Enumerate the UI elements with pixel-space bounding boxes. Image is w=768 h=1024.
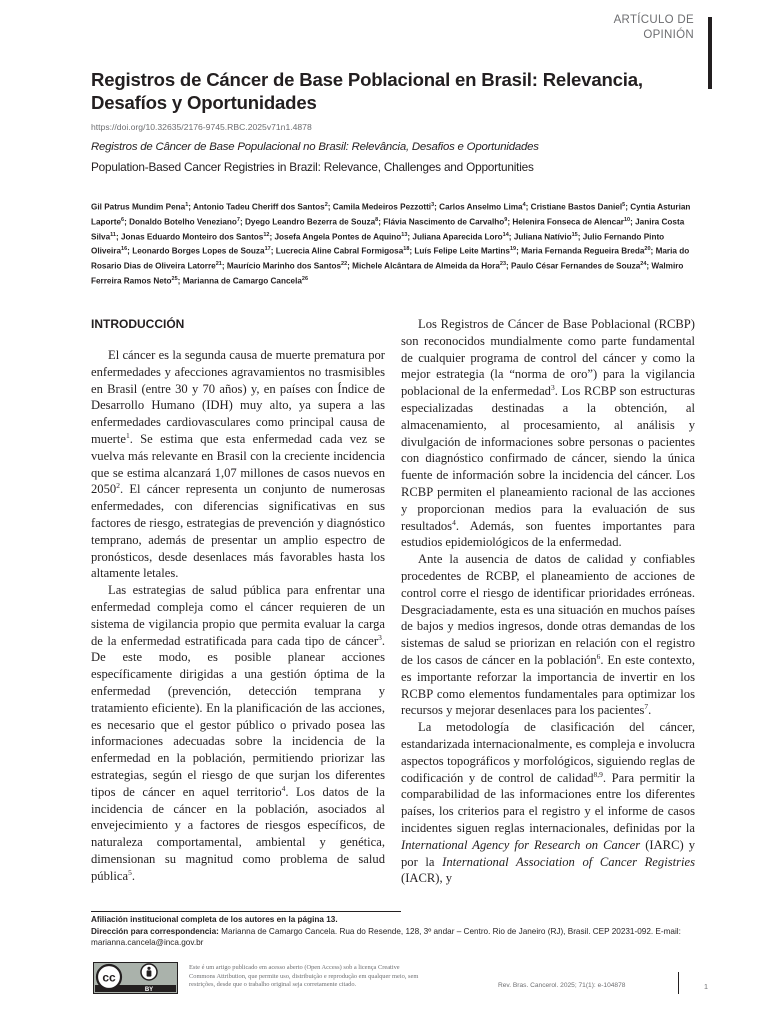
text-run: . Se estima que esta enfermedad cada vez se vuelva más relevante en Brasil con la creciente incidencia que se estima alcanzará 1,07 millones de casos nuevos en 2050 [91,431,385,497]
left-column [91,316,385,885]
text-run: . Para permitir la comparabilidad de las informaciones entre los diferentes países, los criterios para el registro y el informe de casos incidentes siguen reglas internacionales, definidas por la [401,770,695,835]
author-name: Carlos Anselmo Lima [439,202,523,212]
text-run: . Los datos de la incidencia de cáncer en la población, asociados al envejecimiento y a factores de riesgos específicos, de naturaleza comportamental, ambiental y genética, dimensionan su magnitud como problema de salud pública [91,784,386,883]
author-affiliation-number: 2 [324,202,328,208]
author-affiliation-number: 20 [644,246,651,253]
author-name: Camila Medeiros Pezzotti [332,202,432,212]
author-name: Maria do Rosario Dias de Oliveira Latorre [91,247,690,272]
text-run: (IARC) y por la [401,837,695,869]
text-run: . De este modo, es posible planear acciones específicamente dirigidas a una gestión óptima de la enfermedad (prevención, detección temprana y tratamiento eficiente). En la planificación de las acciones, es necesario que el gestor público o privado posea las informaciones adecuadas sobre la incidencia de la enfermedad en la población, permitiendo priorizar las estrategias, según el riesgo de que surjan los diferentes tipos de cáncer en aquel territorio [91,633,385,799]
author-affiliation-number: 11 [110,231,116,238]
doi-link[interactable]: https://doi.org/10.32635/2176-9745.RBC.2025v71n1.4878 [91,122,312,132]
citation-ref: 7 [644,702,649,712]
text-run: . [131,868,135,883]
author-name: Walmiro Ferreira Ramos Neto [91,262,684,286]
author-affiliation-number: 18 [403,246,410,253]
right-column [401,316,695,887]
footnote-affiliation: Afiliación institucional completa de los autores en la página 13. [91,915,338,924]
author-affiliation-number: 24 [640,261,647,268]
author-name: Maria Fernanda Regueira Breda [521,247,645,257]
author-affiliation-number: 6 [121,216,125,223]
text-run: . Los RCBP son estructuras especializadas destinadas a la obtención, al almacenamiento, al procesamiento, al análisis y divulgación de informaciones sobre personas o pacientes con diagnóstico confirmado de cáncer, siendo la única fuente de información sobre la incidencia del cáncer. Los RCBP permiten el planeamiento racional de las acciones y proporcionan medios para la evaluación de sus resultados [401,384,695,533]
author-name: Helenira Fonseca de Alencar [512,217,624,227]
author-affiliation-number: 12 [263,231,270,238]
text-run: Ante la ausencia de datos de calidad y confiables procedentes de RCBP, el planeamiento de acciones de control corre el riesgo de identificar prioridades erróneas. Desgraciadamente, esta es una situación en muchos países de bajos y medios ingresos, donde otras demandas de los sistemas de salud se priorizan en relación con el registro de los casos de cáncer en la población [401,552,695,667]
section-heading: INTRODUCCIÓN [91,317,185,331]
author-name: Dyego Leandro Bezerra de Souza [245,217,376,227]
author-name: Luís Felipe Leite Martins [414,247,510,257]
footnote-divider [91,911,401,912]
author-affiliation-number: 25 [171,276,178,283]
author-list: Gil Patrus Mundim Pena$^1$; Antonio Tadeu Cheriff dos Santos$^2$; Camila Medeiros Pezzotti$^3$; Carlos Anselmo Lima$^4$; Cristiane Bastos Daniel$^5$; Cyntia Asturian Laporte$^6$; Donaldo Botelho Veneziano$^7$; Dyego Leandro Bezerra de Souza$^8$; Flávia Nascimento de Carvalho$^9$; Helenira Fonseca de Alencar$^{10}$; Janira Costa Silva$^{11}$; Jonas Eduardo Monteiro dos Santos$^{12}$; Josefa Angela Pontes de Aquino$^{13}$; Juliana Aparecida Loro$^{14}$; Juliana Natívio$^{15}$; Julio Fernando Pinto Oliveira$^{16}$; Leonardo Borges Lopes de Souza$^{17}$; Lucrecia Aline Cabral Formigosa$^{18}$; Luís Felipe Leite Martins$^{19}$; Maria Fernanda Regueira Breda$^{20}$; Maria do Rosario Dias de Oliveira Latorre$^{21}$; Maurício Marinho dos Santos$^{22}$; Michele Alcântara de Almeida da Hora$^{23}$; Paulo César Fernandes de Souza$^{24}$; Walmiro Ferreira Ramos Neto$^{25}$; Marianna de Camargo Cancela$^{26}$ [91,202,691,286]
footnote-correspondence [91,926,697,949]
author-affiliation-number: 14 [502,231,509,238]
cc-license-icon [93,962,178,994]
citation-ref: 4 [281,783,286,793]
text-run: . Además, son fuentes importantes para estudios epidemiológicos de la enfermedad. [401,518,695,550]
right-paragraphs [401,316,695,887]
text-run: . [648,703,652,718]
body-paragraph [401,316,695,551]
author-name: Josefa Angela Pontes de Aquino [274,232,402,242]
article-title: Registros de Cáncer de Base Poblacional en Brasil: Relevancia, Desafíos y Oportunidades [91,69,643,113]
citation-ref: 8,9 [593,769,603,779]
footer-divider [678,972,679,994]
italic-text: International Association of Cancer Registries [442,854,695,869]
author-affiliation-number: 17 [264,246,271,253]
citation-ref: 5 [128,867,132,877]
author-name: Juliana Natívio [513,232,572,242]
author-affiliation-number: 19 [509,246,517,253]
author-name: Cyntia Asturian Laporte [91,202,691,227]
section-tag-line1: ARTÍCULO DE [613,14,694,26]
body-paragraph [91,582,385,884]
cc-badge-label: cc [102,970,116,985]
author-name: Marianna de Camargo Cancela [182,276,302,286]
citation-ref: 3 [378,632,382,642]
citation-ref: 3 [550,383,555,392]
author-affiliation-number: 16 [121,246,128,253]
author-affiliation-number: 1 [185,202,189,208]
text-run: . El cáncer representa un conjunto de numerosas enfermedades, con diferencias significativas en sus factores de riesgo, estrategias de prevención y diagnóstico temprano, además de presentar un amplio espectro de pronósticos, desde desenlaces más favorables hasta los altamente letales. [91,482,385,581]
correspondence-label: Dirección para correspondencia: [91,926,219,936]
correspondence-text: Marianna de Camargo Cancela. Rua do Resende, 128, 3º andar – Centro. Rio de Janeiro (RJ), Brasil. CEP 20231-092. E-mail: marianna.cancela@inca.gov.br [91,926,681,947]
journal-reference: Rev. Bras. Cancerol. 2025; 71(1): e-104878 [498,982,626,989]
author-affiliation-number: 13 [401,231,408,238]
citation-ref: 6 [596,651,601,661]
author-affiliation-number: 22 [341,261,348,268]
author-name: Paulo César Fernandes de Souza [511,262,641,272]
author-name: Janira Costa Silva [91,217,685,242]
by-badge-label: BY [144,987,154,993]
author-name: Gil Patrus Mundim Pena [91,202,186,212]
author-name: Flávia Nascimento de Carvalho [383,217,505,227]
author-name: Michele Alcântara de Almeida da Hora [352,262,500,272]
italic-text: International Agency for Research on Cancer [401,837,641,852]
citation-ref: 2 [116,481,120,491]
cc-by-badge[interactable] [93,962,178,994]
text-run: Los Registros de Cáncer de Base Poblacional (RCBP) son reconocidos mundialmente como parte fundamental de cualquier programa de control del cáncer y como la mejor estrategia (la “norma de oro”) para la vigilancia poblacional de la enfermedad [401,317,695,399]
text-run: (IACR), y [401,871,453,886]
text-run: La metodología de clasificación del cáncer, estandarizada internacionalmente, es compleja e involucra aspectos topográficos y morfológicos, siguiendo reglas de codificación y de control de calidad [401,720,695,785]
author-name: Lucrecia Aline Cabral Formigosa [275,247,404,257]
license-text: Este é um artigo publicado em acesso aberto (Open Access) sob a licença Creative Commons Attribution, que permite uso, distribuição e reprodução em qualquer meio, sem restrições, desde que o trabalho original seja corretamente citado. [189,964,419,989]
footnote [91,914,697,949]
author-name: Julio Fernando Pinto Oliveira [91,232,665,257]
author-affiliation-number: 5 [622,202,626,208]
author-affiliation-number: 8 [375,216,379,223]
author-name: Antonio Tadeu Cheriff dos Santos [192,202,325,212]
author-affiliation-number: 21 [215,261,222,268]
text-run: . En este contexto, es importante reforzar la importancia de invertir en los RCBP como elementos fundamentales para optimizar los recursos y mejorar desenlaces para los pacientes [401,652,695,718]
section-tag [614,13,694,43]
author-affiliation-number: 9 [504,216,508,223]
body-paragraph [401,719,695,887]
author-affiliation-number: 4 [522,202,526,208]
author-name: Jonas Eduardo Monteiro dos Santos [120,232,264,242]
body-paragraph [91,347,385,582]
left-paragraphs [91,347,385,885]
text-run: El cáncer es la segunda causa de muerte prematura por enfermedades y afecciones agravamientos no trasmisibles en Brasil (entre 30 y 70 años) y, en países con Índice de Desarrollo Humano (IDH) muy alto, ya supera a las enfermedades cardiovasculares como principal causa de muerte [91,348,385,446]
section-tag-line2: OPINIÓN [643,29,694,41]
author-name: Cristiane Bastos Daniel [530,202,623,212]
body-paragraph [401,551,695,719]
section-bar [708,17,712,89]
page-number: 1 [704,982,708,991]
author-name: Donaldo Botelho Veneziano [129,217,237,227]
author-affiliation-number: 10 [623,216,631,223]
author-affiliation-number: 26 [301,276,309,283]
citation-ref: 1 [125,430,130,440]
title-english: Population-Based Cancer Registries in Brazil: Relevance, Challenges and Opportunities [91,160,534,174]
author-affiliation-number: 7 [236,216,240,223]
author-affiliation-number: 15 [571,231,578,238]
author-name: Maurício Marinho dos Santos [226,262,342,272]
text-run: Las estrategias de salud pública para enfrentar una enfermedad compleja como el cáncer requieren de un sistema de vigilancia propio que permita evaluar la carga de la enfermedad estratificada para cada tipo de cáncer [91,583,385,648]
author-affiliation-number: 23 [499,261,507,268]
title-portuguese: Registros de Câncer de Base Populacional no Brasil: Relevância, Desafios e Oportunidades [91,141,539,153]
author-name: Leonardo Borges Lopes de Souza [132,247,265,257]
author-affiliation-number: 3 [431,202,435,208]
citation-ref: 4 [452,517,456,527]
author-name: Juliana Aparecida Loro [412,232,503,242]
